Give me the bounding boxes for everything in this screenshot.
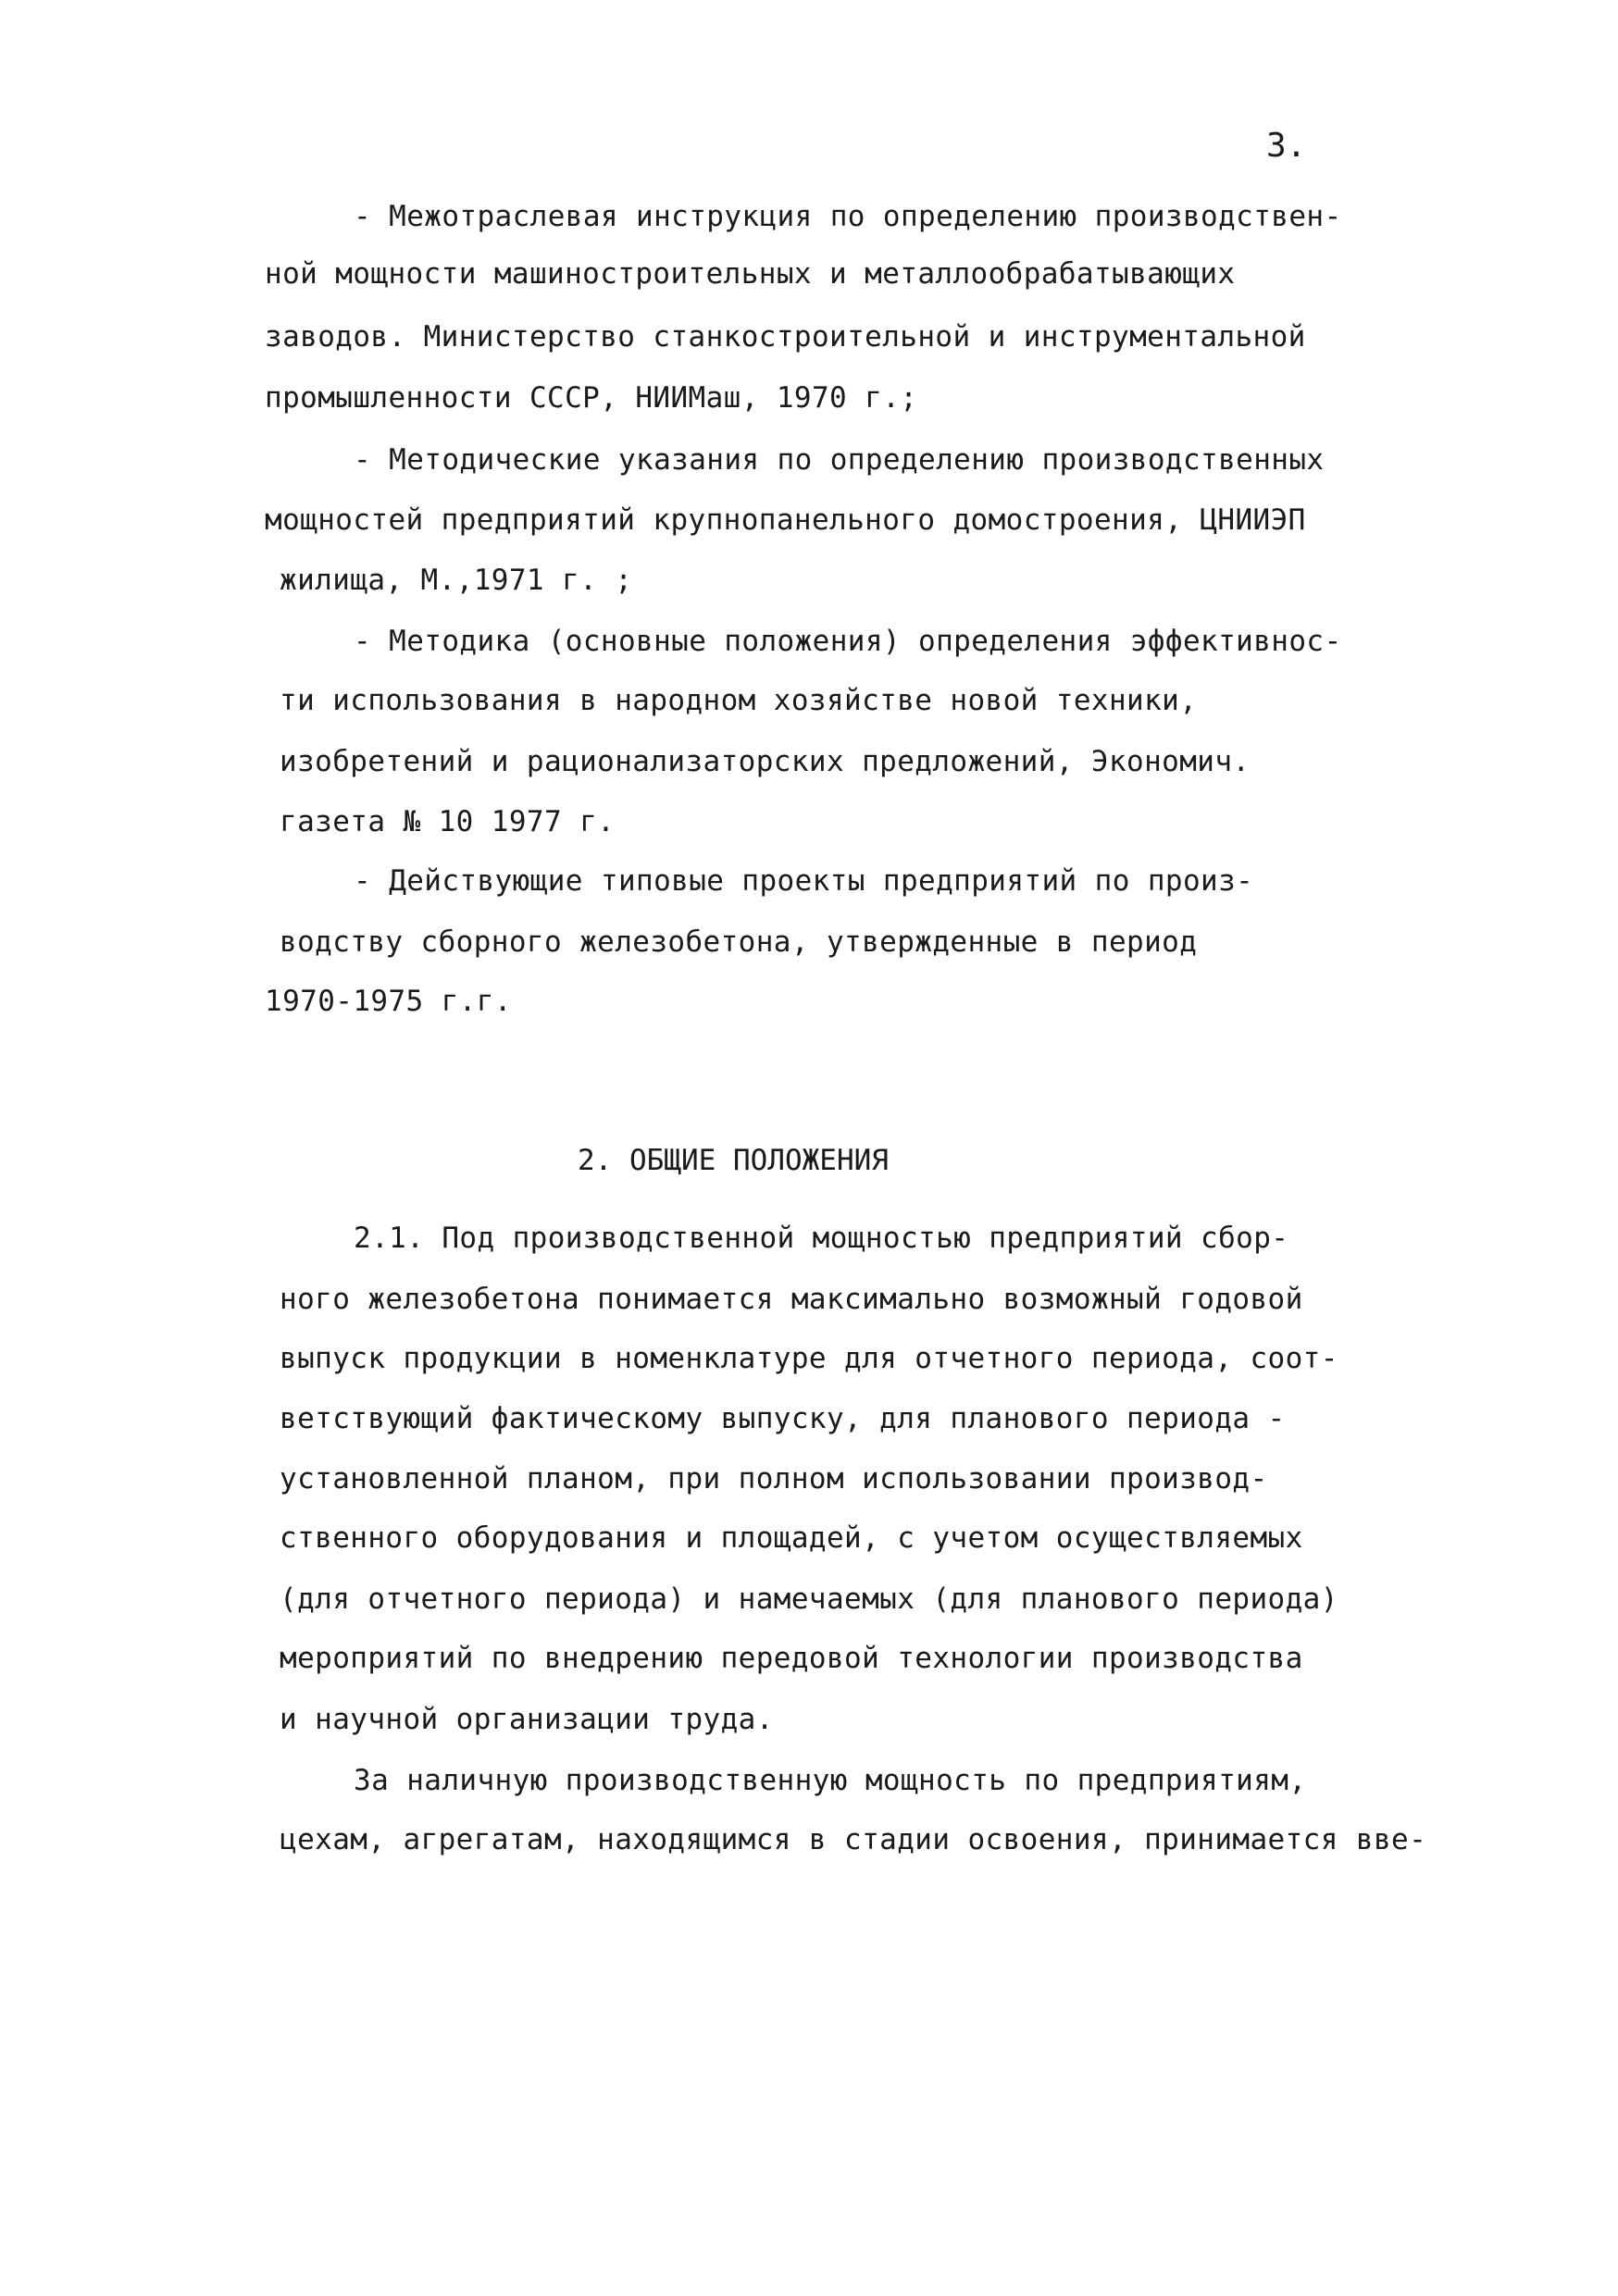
ref-4-line-1: - Действующие типовые проекты предприятий по произ- — [354, 864, 1254, 898]
ref-2-line-2: мощностей предприятий крупнопанельного домостроения, ЦНИИЭП — [265, 503, 1306, 537]
para-1-line-4: ветствующий фактическому выпуску, для планового периода - — [280, 1402, 1286, 1435]
para-1-line-8: мероприятий по внедрению передовой технологии производства — [280, 1642, 1303, 1675]
ref-1-line-4: промышленности СССР, НИИМаш, 1970 г.; — [265, 381, 918, 415]
para-2-line-1: За наличную производственную мощность по предприятиям, — [354, 1764, 1307, 1797]
ref-3-line-2: ти использования в народном хозяйстве новой техники, — [280, 684, 1198, 717]
ref-1-line-2: ной мощности машиностроительных и металлообрабатывающих — [265, 257, 1236, 291]
ref-4-line-2: водству сборного железобетона, утвержденные в период — [280, 925, 1198, 959]
page-number: 3. — [1266, 127, 1307, 165]
para-1-line-3: выпуск продукции в номенклатуре для отчетного периода, соот- — [280, 1342, 1338, 1375]
ref-3-line-3: изобретений и рационализаторских предложений, Экономич. — [280, 745, 1251, 778]
para-1-line-6: ственного оборудования и площадей, с учетом осуществляемых — [280, 1521, 1303, 1555]
para-1-line-9: и научной организации труда. — [280, 1703, 774, 1736]
para-1-line-7: (для отчетного периода) и намечаемых (для планового периода) — [280, 1582, 1338, 1616]
ref-1-line-1: - Межотраслевая инструкция по определению производствен- — [354, 200, 1342, 233]
ref-3-line-1: - Методика (основные положения) определения эффективнос- — [354, 625, 1342, 658]
para-1-line-2: ного железобетона понимается максимально возможный годовой — [280, 1283, 1303, 1316]
ref-4-line-3: 1970-1975 г.г. — [265, 985, 512, 1018]
section-heading: 2. ОБЩИЕ ПОЛОЖЕНИЯ — [578, 1144, 889, 1177]
para-1-line-5: установленной планом, при полном использовании производ- — [280, 1462, 1268, 1496]
ref-2-line-3: жилища, М.,1971 г. ; — [280, 564, 633, 597]
ref-2-line-1: - Методические указания по определению производственных — [354, 443, 1325, 477]
ref-1-line-3: заводов. Министерство станкостроительной и инструментальной — [265, 320, 1306, 354]
para-1-line-1: 2.1. Под производственной мощностью предприятий сбор- — [354, 1222, 1289, 1255]
ref-3-line-4: газета № 10 1977 г. — [280, 805, 616, 838]
para-2-line-2: цехам, агрегатам, находящимся в стадии освоения, принимается вве- — [280, 1823, 1427, 1856]
